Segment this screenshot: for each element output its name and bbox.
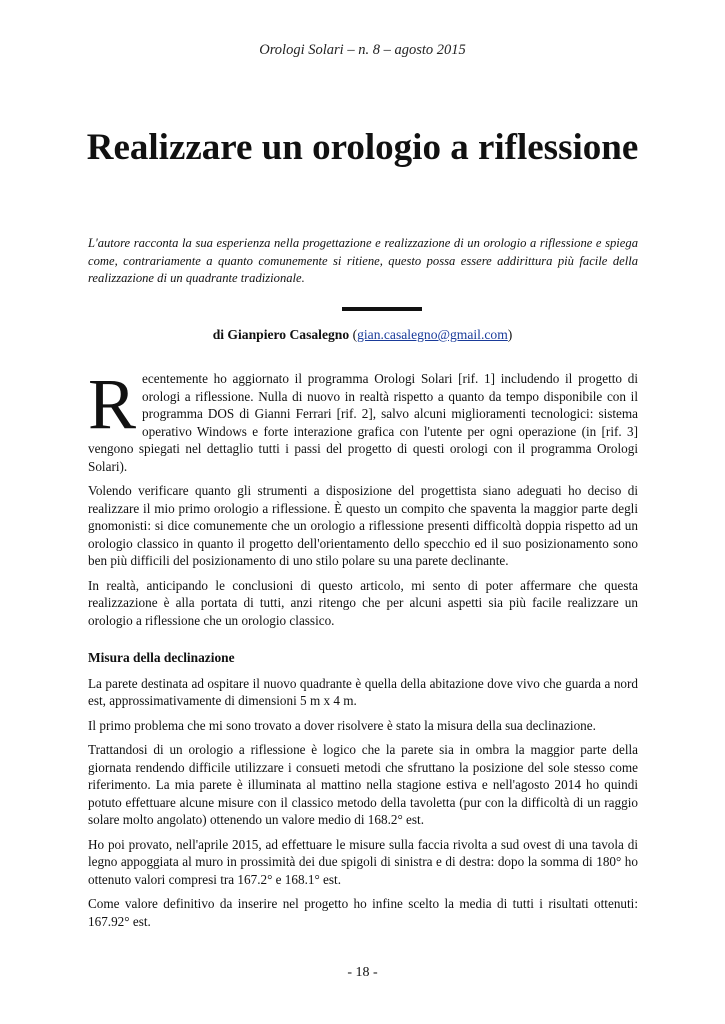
paragraph-1-text: ecentemente ho aggiornato il programma Orologi Solari [rif. 1] includendo il progetto di orologi a riflessione. Nulla di nuovo in realtà rispetto a quanto da tempo disponibile con il programma DOS di Gianni Ferrari [rif. 2], salvo alcuni miglioramenti tecnologici: sistema operativo Windows e forte interazione grafica con l'utente per ogni operazione (in [rif. 3] vengono spiegati nel dettaglio tutti i passi del progetto di questi orologi con il programma Orologi Solari). xyxy=(88,371,638,474)
paragraph-intro xyxy=(88,364,638,475)
paragraph-8: Come valore definitivo da inserire nel progetto ho infine scelto la media di tutti i risultati ottenuti: 167.92° est. xyxy=(88,896,638,929)
drop-cap: R xyxy=(88,364,137,444)
article-body xyxy=(88,364,638,937)
paragraph-2: Volendo verificare quanto gli strumenti a disposizione del progettista siano adeguati ho deciso di realizzare il mio primo orologio a riflessione. È questo un compito che spaventa la maggior parte degli gnomonisti: si dice comunemente che un orologio a riflessione presenti difficoltà doppia rispetto ad un orologio classico in quanto il progetto dell'orientamento dello specchio ed il suo posizionamento sono ben più difficili del posizionamento di uno stilo polare su una parete declinante. xyxy=(88,483,638,568)
author-email-link[interactable]: gian.casalegno@gmail.com xyxy=(357,327,508,342)
section-heading: Misura della declinazione xyxy=(88,650,235,665)
title-divider xyxy=(342,307,422,311)
email-close-paren: ) xyxy=(507,327,513,342)
page-number: - 18 - xyxy=(347,965,378,980)
running-header: Orologi Solari – n. 8 – agosto 2015 xyxy=(259,42,466,58)
paragraph-6: Trattandosi di un orologio a riflessione è logico che la parete sia in ombra la maggior parte della giornata rendendo difficile utilizzare i consueti metodi che sfruttano la posizione del sole stesso come riferimento. La mia parete è illuminata al mattino nella stagione estiva e nell'agosto 2014 ho quindi potuto effettuare alcune misure con il classico metodo della tavoletta (pur con la difficoltà di un raggio solare molto angolato) ottenendo un valore medio di 168.2° est. xyxy=(88,742,638,827)
paragraph-3: In realtà, anticipando le conclusioni di questo articolo, mi sento di poter affermare che questa realizzazione è alla portata di tutti, anzi ritengo che per alcuni aspetti sia più facile realizzare un orologio a riflessione che un orologio classico. xyxy=(88,577,638,628)
paragraph-4: La parete destinata ad ospitare il nuovo quadrante è quella della abitazione dove vivo che guarda a nord est, approssimativamente di dimensioni 5 m x 4 m. xyxy=(88,675,638,708)
article-abstract: L'autore racconta la sua esperienza nella progettazione e realizzazione di un orologio a riflessione e spiega come, contrariamente a quanto comunemente si ritiene, questo possa essere addirittura più facile della realizzazione di un quadrante tradizionale. xyxy=(88,236,638,286)
paragraph-7: Ho poi provato, nell'aprile 2015, ad effettuare le misure sulla faccia rivolta a sud ovest di una tavola di legno appoggiata al muro in prossimità dei due spigoli di sinistra e di destra: dopo la somma di 180° ho ottenuto valori compresi tra 167.2° e 168.1° est. xyxy=(88,836,638,887)
email-open-paren: ( xyxy=(352,327,358,342)
byline xyxy=(0,327,725,343)
paragraph-5: Il primo problema che mi sono trovato a dover risolvere è stato la misura della sua declinazione. xyxy=(88,717,596,733)
article-title: Realizzare un orologio a riflessione xyxy=(86,127,639,168)
author-name: di Gianpiero Casalegno xyxy=(212,327,350,342)
